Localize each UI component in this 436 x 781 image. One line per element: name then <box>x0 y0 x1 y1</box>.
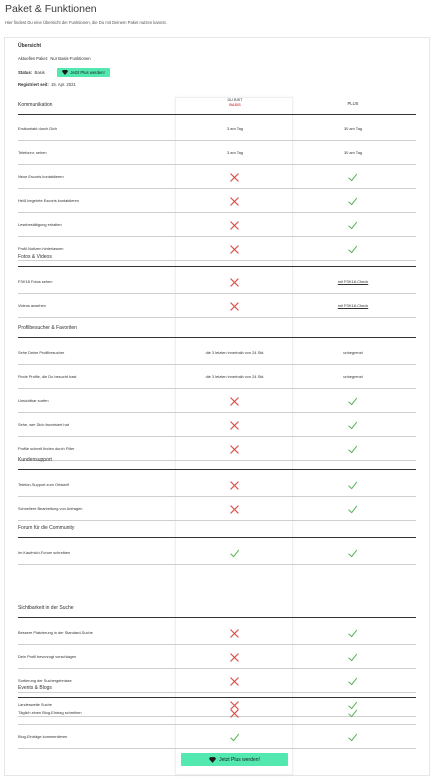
row-divider <box>18 460 416 461</box>
feature-label: Sehe, wer Dich favorisiert hat <box>18 422 69 427</box>
current-package-line <box>18 56 91 61</box>
section-divider <box>18 537 416 538</box>
feature-label: Schnellere Bearbeitung von Anfragen <box>18 506 83 511</box>
feature-label: Telefonnr. sehen <box>18 150 47 155</box>
column-header-plus: PLUS <box>347 101 359 106</box>
row-divider <box>18 496 416 497</box>
section-title: Kundensupport <box>18 457 52 463</box>
check-icon <box>348 221 357 230</box>
row-divider <box>18 412 416 413</box>
cross-icon <box>230 173 239 182</box>
section-title: Forum für die Community <box>18 525 75 531</box>
feature-label: Profile schnell finden durch Filter <box>18 446 75 451</box>
section-title: Kommunikation <box>18 102 53 108</box>
feature-label: Lesebestätigung erhalten <box>18 222 62 227</box>
cross-icon <box>230 397 239 406</box>
feature-label: Finde Profile, die Du besucht hast <box>18 374 77 379</box>
section-divider <box>18 469 416 470</box>
check-icon <box>348 629 357 638</box>
check-icon <box>348 709 357 718</box>
status-label: Status: <box>18 70 33 75</box>
check-icon <box>348 173 357 182</box>
feature-label: Täglich einen Blog-Eintrag schreiben <box>18 710 82 715</box>
feature-label: Bessere Platzierung in der Standard-Suche <box>18 630 93 635</box>
cross-icon <box>230 278 239 287</box>
feature-label: Sortierung der Suchergebnisse <box>18 678 72 683</box>
row-divider <box>18 212 416 213</box>
basis-value: die 3 letzten innerhalb von 24 Std. <box>205 350 265 355</box>
column-header-current-line1: DU BIST <box>227 98 243 102</box>
section-divider <box>18 266 416 267</box>
row-divider <box>18 140 416 141</box>
plus-value: 30 am Tag <box>343 126 363 131</box>
diamond-icon <box>209 757 216 763</box>
check-icon <box>348 505 357 514</box>
diamond-icon <box>62 70 68 75</box>
cross-icon <box>230 709 239 718</box>
section-title: Sichtbarkeit in der Suche <box>18 605 74 611</box>
feature-label: Profil-Notizen hinterlassen <box>18 246 64 251</box>
row-divider <box>18 520 416 521</box>
check-icon <box>348 421 357 430</box>
check-icon <box>348 481 357 490</box>
section-divider <box>18 337 416 338</box>
row-divider <box>18 436 416 437</box>
check-icon <box>348 397 357 406</box>
row-divider <box>18 564 416 565</box>
feature-label: Neue Escorts kontaktieren <box>18 174 64 179</box>
plus-value: unbegrenzt <box>343 374 363 379</box>
registered-line <box>18 82 76 87</box>
check-icon <box>348 653 357 662</box>
check-icon <box>348 445 357 454</box>
check-icon <box>348 197 357 206</box>
row-divider <box>18 388 416 389</box>
feature-label: Telefon-Support zum Ortstarif <box>18 482 69 487</box>
check-icon <box>348 549 357 558</box>
row-divider <box>18 236 416 237</box>
page-subtitle: Hier findest Du eine Übersicht der Funktionen, die Du mit Deinem Paket nutzen kannst. <box>5 20 167 25</box>
feature-label: Blog-Einträge kommentieren <box>18 734 68 739</box>
row-divider <box>18 260 416 261</box>
cross-icon <box>230 221 239 230</box>
section-divider <box>18 617 416 618</box>
cross-icon <box>230 481 239 490</box>
check-icon <box>348 245 357 254</box>
basis-value: 3 am Tag <box>227 150 243 155</box>
feature-label: Sehe Deine Profilbesucher <box>18 350 65 355</box>
cross-icon <box>230 421 239 430</box>
feature-label: Landesweite Suche <box>18 702 52 707</box>
feature-label: Im Kaufmich-Forum schreiben <box>18 550 71 555</box>
section-divider <box>18 114 416 115</box>
cross-icon <box>230 445 239 454</box>
registered-value: 15. Apr. 2021 <box>51 82 76 87</box>
row-divider <box>18 188 416 189</box>
feature-label: Heiß begehrte Escorts kontaktieren <box>18 198 79 203</box>
row-divider <box>18 644 416 645</box>
plus-value: unbegrenzt <box>343 350 363 355</box>
status-value: Basis <box>34 70 45 75</box>
row-divider <box>18 164 416 165</box>
plus-value-link[interactable]: mit FSK18-Check <box>337 303 369 308</box>
column-header-current <box>205 98 265 107</box>
check-icon <box>348 733 357 742</box>
plus-value-link[interactable]: mit FSK18-Check <box>337 279 369 284</box>
column-header-current-line2: BASIS <box>229 102 241 107</box>
row-divider <box>18 293 416 294</box>
check-icon <box>348 677 357 686</box>
section-title: Profilbesucher & Favoriten <box>18 325 77 331</box>
feature-label: FSK18 Fotos sehen <box>18 279 53 284</box>
current-package-label: Aktuelles Paket: <box>18 56 49 61</box>
cross-icon <box>230 629 239 638</box>
row-divider <box>18 724 416 725</box>
row-divider <box>18 364 416 365</box>
row-divider <box>18 748 416 749</box>
plus-value: 30 am Tag <box>343 150 363 155</box>
registered-label: Registriert seit: <box>18 82 49 87</box>
upgrade-button-bottom-label: Jetzt Plus werden! <box>219 756 260 763</box>
features-card <box>4 37 430 776</box>
basis-value: 3 am Tag <box>227 126 243 131</box>
upgrade-button-top-label: Jetzt Plus werden! <box>70 70 105 75</box>
row-divider <box>18 668 416 669</box>
cross-icon <box>230 505 239 514</box>
section-title: Fotos & Videos <box>18 254 52 260</box>
page-title: Paket & Funktionen <box>5 3 97 15</box>
section-divider <box>18 697 416 698</box>
current-package-value: Nur Basis-Funktionen <box>50 56 91 61</box>
upgrade-button-bottom[interactable] <box>181 753 288 766</box>
check-icon <box>230 549 239 558</box>
cross-icon <box>230 197 239 206</box>
check-icon <box>230 733 239 742</box>
feature-label: Videos ansehen <box>18 303 46 308</box>
cross-icon <box>230 245 239 254</box>
basis-value: die 3 letzten innerhalb von 24 Std. <box>205 374 265 379</box>
overview-title: Übersicht <box>18 43 42 49</box>
section-title: Events & Blogs <box>18 685 52 691</box>
feature-label: Unsichtbar surfen <box>18 398 49 403</box>
upgrade-button-top[interactable] <box>57 68 110 77</box>
cross-icon <box>230 302 239 311</box>
cross-icon <box>230 653 239 662</box>
feature-label: Dein Profil bevorzugt vorschlagen <box>18 654 77 659</box>
cross-icon <box>230 677 239 686</box>
status-line <box>18 70 45 75</box>
row-divider <box>18 317 416 318</box>
row-divider <box>18 692 416 693</box>
feature-label: Erstkontakt durch Dich <box>18 126 58 131</box>
